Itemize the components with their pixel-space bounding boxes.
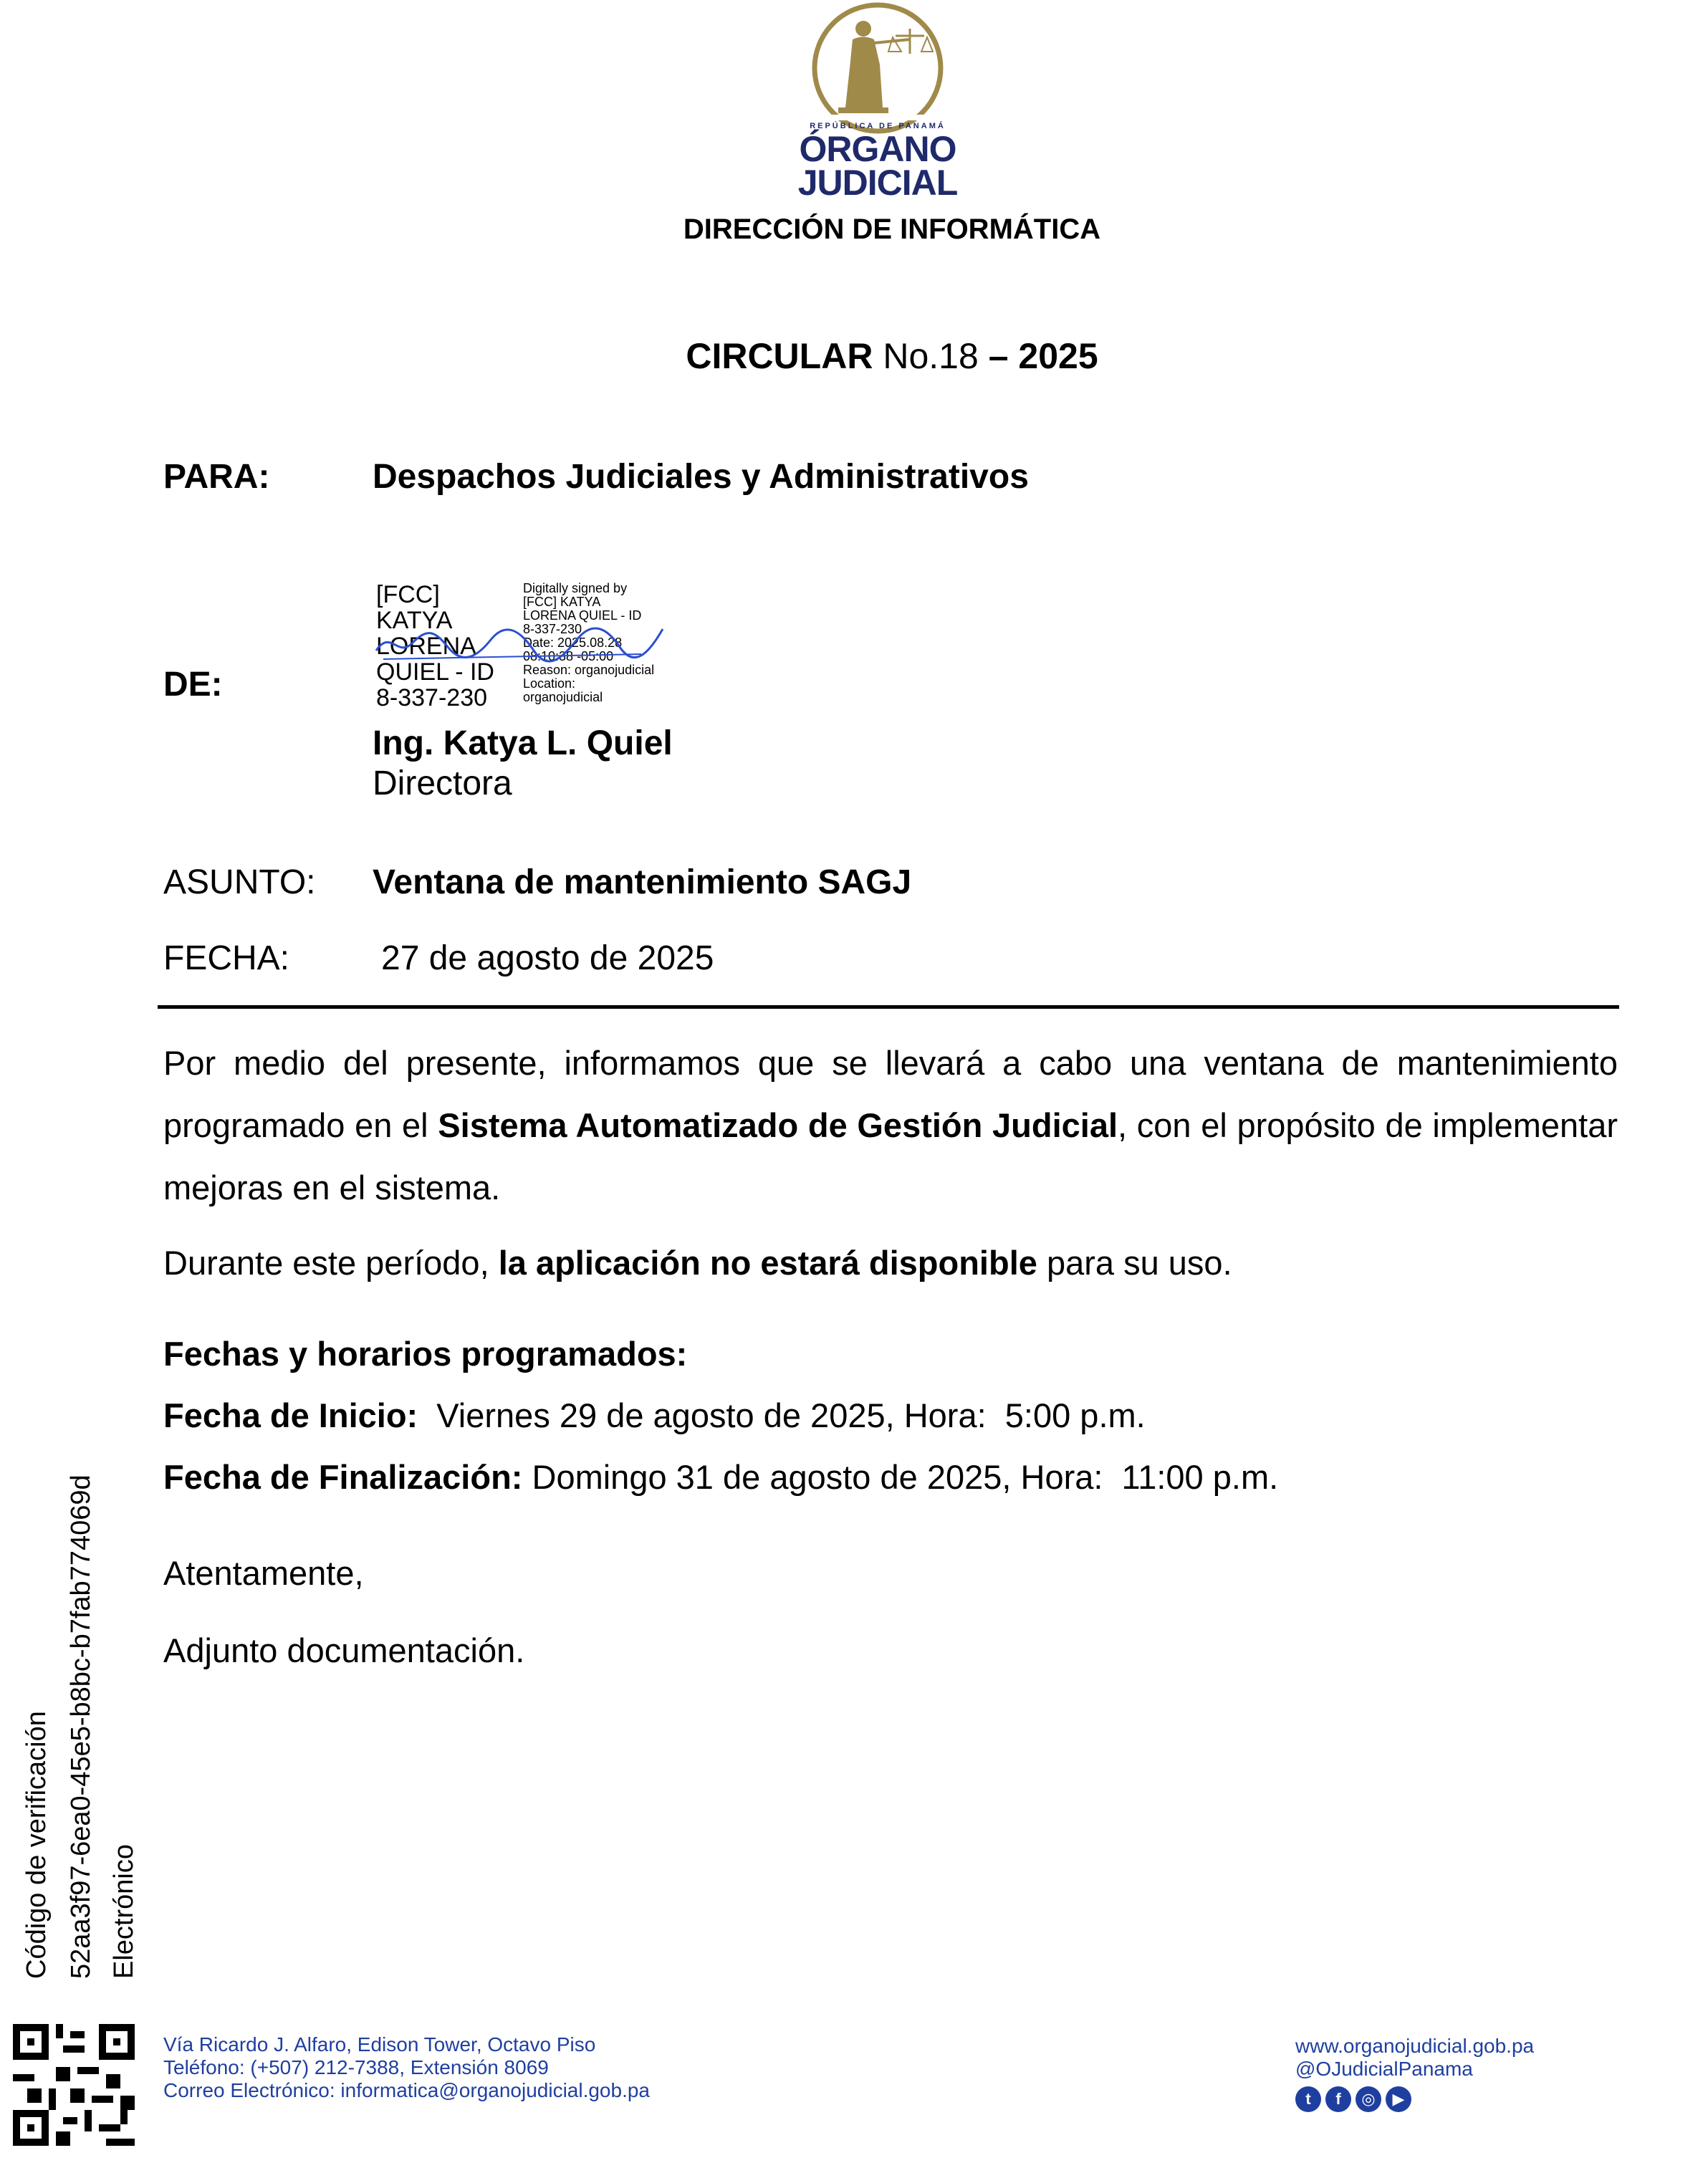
organo-judicial-logo	[795, 0, 960, 208]
paragraph-text: Por medio del presente, informamos que se llevará a cabo una ventana de mantenimiento programado en el	[163, 1044, 1618, 1144]
signature-detail-line: [FCC] KATYA	[523, 595, 601, 609]
signature-detail-line: Digitally signed by	[523, 581, 628, 595]
facebook-icon[interactable]: f	[1325, 2086, 1351, 2112]
logo-republic-text: REPÚBLICA DE PANAMÁ	[810, 122, 946, 130]
end-value: Domingo 31 de agosto de 2025, Hora: 11:00 p.m.	[522, 1458, 1279, 1496]
unavailability-notice: la aplicación no estará disponible	[498, 1244, 1037, 1282]
paragraph-text: , con el propósito de implementar mejoras en el sistema.	[163, 1106, 1618, 1207]
circular-dash: –	[988, 336, 1009, 376]
end-label: Fecha de Finalización:	[163, 1458, 523, 1496]
logo-text-organo: ÓRGANO	[799, 129, 956, 169]
youtube-icon[interactable]: ▶	[1386, 2086, 1411, 2112]
system-name: Sistema Automatizado de Gestión Judicial	[438, 1106, 1118, 1144]
circular-title	[0, 335, 1708, 377]
footer-phone: Teléfono: (+507) 212-7388, Extensión 8069	[163, 2056, 549, 2078]
circular-word: CIRCULAR	[686, 336, 873, 376]
body-paragraph-2	[163, 1243, 1232, 1282]
paragraph-text: para su uso.	[1037, 1244, 1232, 1282]
verification-code: 52aa3f97-6ea0-45e5-b8bc-b7fab774069d	[66, 1474, 96, 1979]
divider	[158, 1005, 1619, 1009]
closing: Atentamente,	[163, 1554, 364, 1592]
body-paragraph-1	[163, 1032, 1618, 1219]
footer-handle: @OJudicialPanama	[1295, 2058, 1473, 2080]
social-icons	[1295, 2086, 1534, 2112]
circular-year: 2025	[1018, 336, 1098, 376]
signature-name-line: KATYA	[376, 607, 453, 634]
logo-text-judicial: JUDICIAL	[797, 163, 958, 203]
signature-name-line: LORENA	[376, 633, 476, 660]
circular-number: No.18	[883, 336, 979, 376]
signature-detail-line: LORENA QUIEL - ID	[523, 608, 642, 623]
asunto-value: Ventana de mantenimiento SAGJ	[373, 863, 912, 901]
handwritten-signature	[369, 615, 670, 672]
para-label: PARA:	[163, 458, 270, 496]
start-label: Fecha de Inicio:	[163, 1396, 418, 1434]
signature-detail-line: organojudicial	[523, 690, 603, 704]
sender-title: Directora	[373, 764, 512, 802]
attachment-note: Adjunto documentación.	[163, 1631, 525, 1669]
qr-code-icon	[13, 2024, 135, 2146]
signature-detail-line: Date: 2025.08.28	[523, 635, 623, 650]
department-heading: DIRECCIÓN DE INFORMÁTICA	[683, 214, 1101, 245]
start-value: Viernes 29 de agosto de 2025, Hora: 5:00 p.m.	[418, 1396, 1146, 1434]
footer-address: Vía Ricardo J. Alfaro, Edison Tower, Octavo Piso	[163, 2033, 596, 2056]
fecha-value: 27 de agosto de 2025	[381, 939, 714, 977]
signature-name-line: [FCC]	[376, 581, 440, 608]
signature-name-line: QUIEL - ID	[376, 658, 494, 686]
footer-email[interactable]: Correo Electrónico: informatica@organojudicial.gob.pa	[163, 2079, 650, 2101]
sender-name: Ing. Katya L. Quiel	[373, 724, 673, 762]
end-date	[163, 1457, 1278, 1497]
verification-label: Código de verificación	[21, 1711, 52, 1979]
paragraph-text: Durante este período,	[163, 1244, 499, 1282]
verification-type: Electrónico	[109, 1844, 139, 1979]
footer-contact	[163, 2033, 650, 2102]
twitter-icon[interactable]: t	[1295, 2086, 1321, 2112]
footer-website[interactable]: www.organojudicial.gob.pa	[1295, 2035, 1535, 2057]
signature-detail-line: Location:	[523, 676, 576, 691]
instagram-icon[interactable]: ◎	[1356, 2086, 1381, 2112]
fecha-label: FECHA:	[163, 939, 290, 977]
asunto-label: ASUNTO:	[163, 863, 316, 901]
footer-online	[1295, 2035, 1534, 2112]
signature-detail-line: Reason: organojudicial	[523, 663, 655, 677]
de-label: DE:	[163, 666, 223, 704]
schedule-title: Fechas y horarios programados:	[163, 1335, 688, 1373]
para-value: Despachos Judiciales y Administrativos	[373, 458, 1029, 496]
signature-name-line: 8-337-230	[376, 684, 488, 711]
signature-detail-line: 08:10:38 -05:00	[523, 649, 614, 663]
signature-detail-line: 8-337-230	[523, 622, 582, 636]
start-date	[163, 1396, 1146, 1435]
